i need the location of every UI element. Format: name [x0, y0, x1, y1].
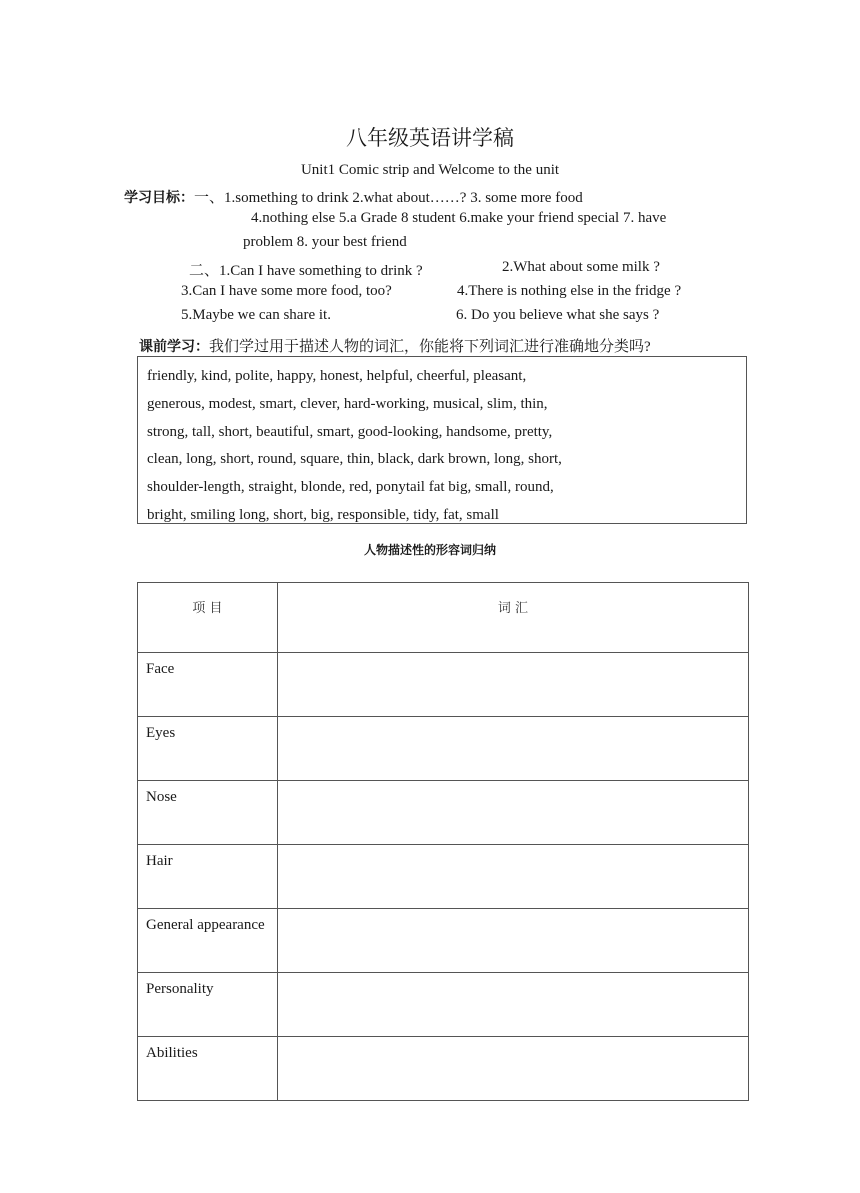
vocab-line: shoulder-length, straight, blonde, red, ponytail fat big, small, round, [147, 479, 554, 496]
answer-cell[interactable] [278, 845, 749, 909]
objectives-label: 学习目标： [124, 190, 194, 206]
objectives-line-1 [124, 186, 583, 207]
row-label: General appearance [138, 909, 278, 973]
table-header-row [138, 583, 749, 653]
answer-cell[interactable] [278, 973, 749, 1037]
table-row [138, 781, 749, 845]
table-caption: 人物描述性的形容词归纳 [363, 543, 496, 557]
objectives-sentence-5: 5.Maybe we can share it. [181, 307, 331, 323]
unit-subtitle: Unit1 Comic strip and Welcome to the unit [300, 162, 560, 178]
objectives-sentence-6: 6. Do you believe what she says ? [456, 307, 660, 323]
table-row [138, 973, 749, 1037]
vocab-line: generous, modest, smart, clever, hard-working, musical, slim, thin, [147, 395, 548, 412]
answer-cell[interactable] [278, 1037, 749, 1101]
classification-table [137, 582, 749, 1101]
header-vocab: 词 汇 [278, 583, 749, 653]
vocab-line: bright, smiling long, short, big, responsible, tidy, fat, small [147, 506, 499, 523]
objectives-sentence-2: 2.What about some milk ? [502, 259, 660, 275]
objectives-text-1: 一、1.something to drink 2.what about……? 3. some more food [194, 190, 583, 206]
objectives-line-2: 4.nothing else 5.a Grade 8 student 6.make your friend special 7. have [251, 210, 667, 226]
prestudy-label: 课前学习： [139, 339, 209, 355]
vocab-line: clean, long, short, round, square, thin, black, dark brown, long, short, [147, 451, 562, 468]
objectives-line-3: problem 8. your best friend [243, 234, 407, 250]
header-item: 项 目 [138, 583, 278, 653]
table-row [138, 653, 749, 717]
table-row [138, 845, 749, 909]
objectives-sentence-1: 二、1.Can I have something to drink ? [189, 263, 423, 279]
prestudy-line [139, 335, 651, 356]
table-row [138, 1037, 749, 1101]
row-label: Face [138, 653, 278, 717]
objectives-sentence-3: 3.Can I have some more food, too? [181, 283, 392, 299]
prestudy-text: 我们学过用于描述人物的词汇，你能将下列词汇进行准确地分类吗? [209, 339, 651, 355]
row-label: Nose [138, 781, 278, 845]
vocab-line: strong, tall, short, beautiful, smart, good-looking, handsome, pretty, [147, 423, 553, 440]
answer-cell[interactable] [278, 653, 749, 717]
answer-cell[interactable] [278, 717, 749, 781]
table-row [138, 909, 749, 973]
vocabulary-box [137, 356, 747, 524]
row-label: Abilities [138, 1037, 278, 1101]
objectives-sentence-4: 4.There is nothing else in the fridge ? [457, 283, 682, 299]
vocab-line: friendly, kind, polite, happy, honest, helpful, cheerful, pleasant, [147, 368, 527, 384]
answer-cell[interactable] [278, 909, 749, 973]
row-label: Hair [138, 845, 278, 909]
row-label: Personality [138, 973, 278, 1037]
table-row [138, 717, 749, 781]
row-label: Eyes [138, 717, 278, 781]
answer-cell[interactable] [278, 781, 749, 845]
page-title: 八年级英语讲学稿 [346, 126, 514, 150]
